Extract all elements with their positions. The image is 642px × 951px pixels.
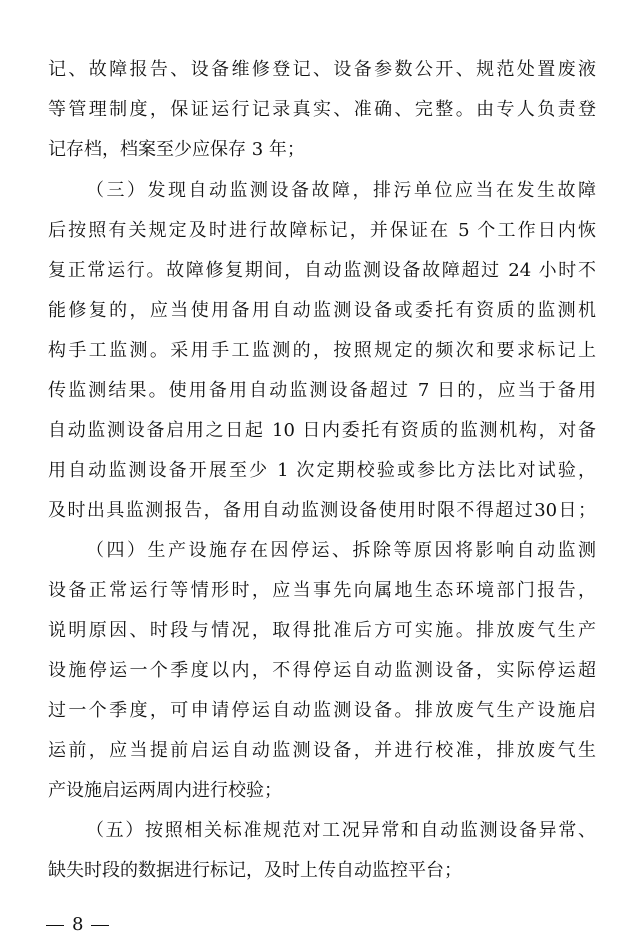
text-line: 运前，应当提前启运自动监测设备，并进行校准，排放废气生 bbox=[48, 740, 596, 761]
text-line: 说明原因、时段与情况，取得批准后方可实施。排放废气生产 bbox=[48, 620, 596, 641]
paragraph-heading-line: （四）生产设施存在因停运、拆除等原因将影响自动监测 bbox=[86, 540, 596, 561]
text-line: 能修复的，应当使用备用自动监测设备或委托有资质的监测机 bbox=[48, 300, 596, 321]
text-line: 后按照有关规定及时进行故障标记，并保证在 5 个工作日内恢 bbox=[48, 220, 596, 241]
text-line: 构手工监测。采用手工监测的，按照规定的频次和要求标记上 bbox=[48, 340, 596, 361]
text-line: 设备正常运行等情形时，应当事先向属地生态环境部门报告， bbox=[48, 580, 596, 601]
paragraph-heading-line: （三）发现自动监测设备故障，排污单位应当在发生故障 bbox=[86, 180, 596, 201]
text-line: 用自动监测设备开展至少 1 次定期校验或参比方法比对试验， bbox=[48, 460, 596, 481]
text-line: 记、故障报告、设备维修登记、设备参数公开、规范处置废液 bbox=[48, 59, 596, 80]
text-line: 设施停运一个季度以内，不得停运自动监测设备，实际停运超 bbox=[48, 660, 596, 681]
text-line: 及时出具监测报告，备用自动监测设备使用时限不得超过30日； bbox=[48, 500, 596, 521]
text-line: 等管理制度，保证运行记录真实、准确、完整。由专人负责登 bbox=[48, 99, 596, 120]
text-line: 产设施启运两周内进行校验； bbox=[48, 780, 282, 801]
page-number-value: 8 bbox=[72, 914, 84, 935]
page-number-left-dash bbox=[46, 925, 64, 926]
page-number bbox=[38, 910, 138, 940]
page-number-right-dash bbox=[91, 925, 109, 926]
paragraph-heading-line: （五）按照相关标准规范对工况异常和自动监测设备异常、 bbox=[86, 820, 596, 841]
text-line: 传监测结果。使用备用自动监测设备超过 7 日的，应当于备用 bbox=[48, 380, 596, 401]
text-line: 记存档，档案至少应保存 3 年； bbox=[48, 139, 305, 160]
text-line: 缺失时段的数据进行标记，及时上传自动监控平台； bbox=[48, 860, 462, 881]
text-line: 自动监测设备启用之日起 10 日内委托有资质的监测机构，对备 bbox=[48, 420, 596, 441]
text-line: 复正常运行。故障修复期间，自动监测设备故障超过 24 小时不 bbox=[48, 260, 596, 281]
text-line: 过一个季度，可申请停运自动监测设备。排放废气生产设施启 bbox=[48, 700, 596, 721]
